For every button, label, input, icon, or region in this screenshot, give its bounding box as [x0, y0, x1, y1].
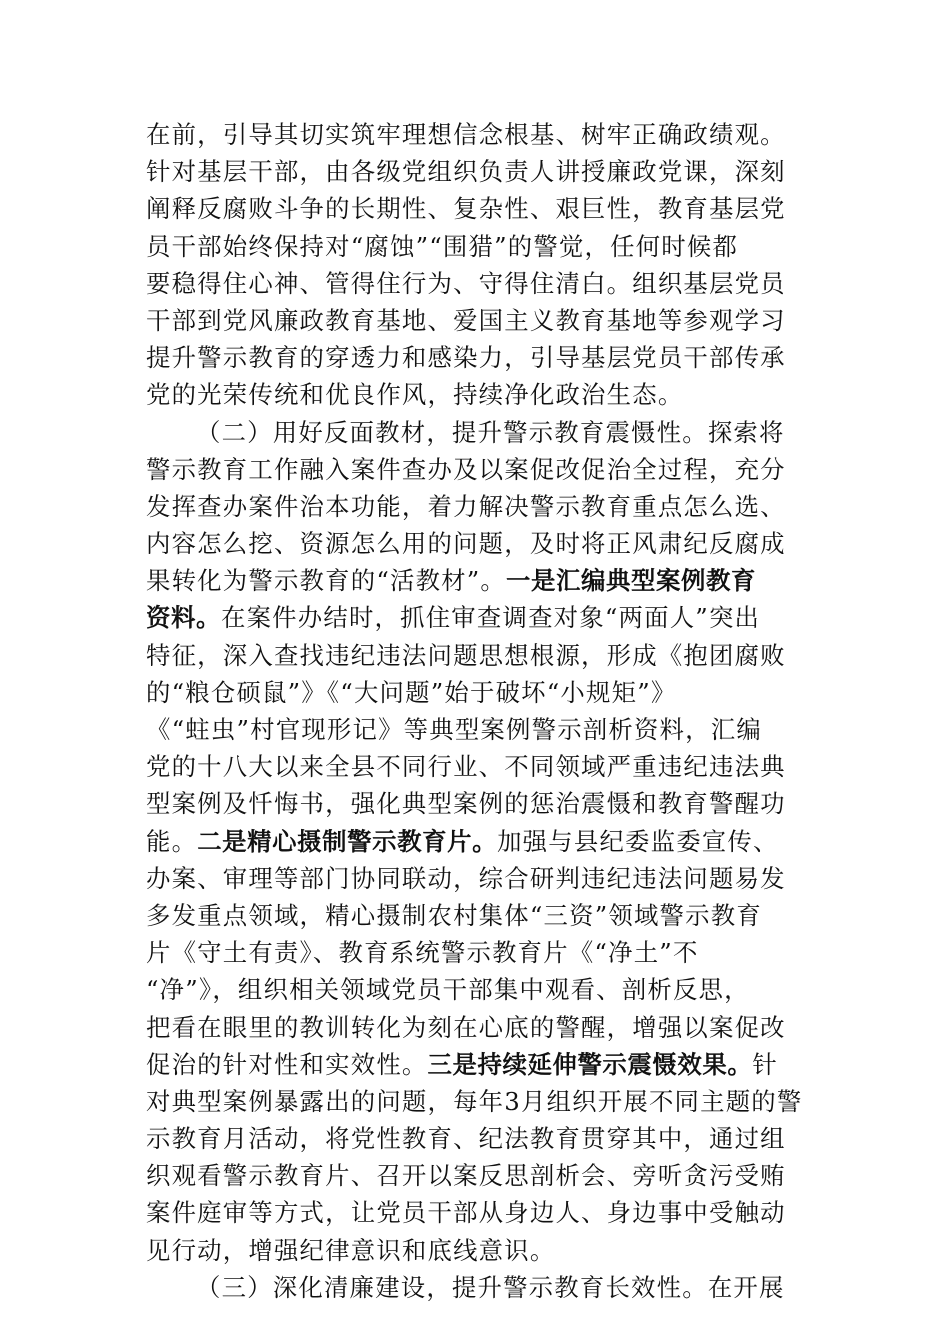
text-segment: 特征，深入查找违纪违法问题思想根源，形成《抱团腐败 [146, 640, 786, 670]
text-segment: 《“蛀虫”村官现形记》等典型案例警示剖析资料，汇编 [146, 715, 762, 744]
text-segment: 针 [752, 1049, 778, 1079]
text-line [146, 488, 806, 525]
text-segment: 示教育月活动，将党性教育、纪法教育贯穿其中，通过组 [146, 1124, 786, 1154]
text-segment: 在前，引导其切实筑牢理想信念根基、树牢正确政绩观。 [146, 120, 786, 149]
text-line [146, 711, 806, 748]
text-segment: 在开展 [707, 1272, 785, 1302]
text-line [146, 153, 806, 190]
text-line [146, 823, 806, 860]
text-line [146, 302, 806, 339]
text-line [146, 525, 806, 562]
text-line [146, 1120, 806, 1157]
text-segment: 办案、审理等部门协同联动，综合研判违纪违法问题易发 [146, 863, 786, 893]
text-line [146, 934, 806, 971]
text-line [146, 1009, 806, 1046]
text-segment: 的“粮仓硕鼠”》《“大问题”始于破坏“小规矩”》 [146, 677, 677, 707]
text-segment: 要稳得住心神、管得住行为、守得住清白。组织基层党员 [146, 268, 786, 298]
text-segment: 把看在眼里的教训转化为刻在心底的警醒，增强以案促改 [146, 1012, 786, 1042]
text-segment: 探索将 [707, 417, 785, 447]
text-line [146, 785, 806, 822]
text-segment: 警示教育工作融入案件查办及以案促改促治全过程，充分 [146, 454, 786, 484]
text-line [146, 451, 806, 488]
text-segment: 多发重点领域，精心摄制农村集体“三资”领域警示教育 [146, 900, 762, 930]
text-segment: “净”》，组织相关领域党员干部集中观看、剖析反思， [146, 975, 750, 1005]
text-line [146, 1046, 806, 1083]
text-segment: 织观看警示教育片、召开以案反思剖析会、旁听贪污受贿 [146, 1161, 786, 1191]
text-line [146, 897, 806, 934]
bold-phrase: 二是精心摄制警示教育片。 [197, 826, 498, 856]
text-segment: 在案件办结时，抓住审查调查对象“两面人”突出 [220, 603, 761, 633]
text-line [146, 228, 806, 265]
text-line [146, 265, 806, 302]
text-line [146, 599, 806, 636]
text-segment: 党的光荣传统和优良作风，持续净化政治生态。 [146, 380, 684, 410]
text-line [146, 190, 806, 227]
section-heading: （二）用好反面教材，提升警示教育震慑性。 [196, 417, 708, 447]
text-line [146, 1232, 806, 1269]
bold-phrase: 一是汇编典型案例教育 [506, 566, 756, 596]
text-line [146, 1194, 806, 1231]
text-line [146, 339, 806, 376]
text-segment: 果转化为警示教育的“活教材”。 [146, 566, 507, 596]
text-line [146, 637, 806, 674]
text-segment: 案件庭审等方式，让党员干部从身边人、身边事中受触动 [146, 1198, 786, 1228]
text-segment: 内容怎么挖、资源怎么用的问题，及时将正风肃纪反腐成 [146, 529, 786, 559]
text-segment: 员干部始终保持对“腐蚀”“围猎”的警觉，任何时候都 [146, 231, 739, 261]
bold-phrase: 三是持续延伸警示震慑效果。 [427, 1049, 753, 1079]
section-heading-line [146, 1269, 806, 1306]
section-heading-line [146, 414, 806, 451]
text-line [146, 674, 806, 711]
text-segment: 发挥查办案件治本功能，着力解决警示教育重点怎么选、 [146, 491, 786, 521]
text-line [146, 1083, 806, 1120]
text-segment: 针对基层干部，由各级党组织负责人讲授廉政党课，深刻 [146, 157, 786, 187]
text-segment: 能。 [146, 826, 198, 856]
text-line [146, 562, 806, 599]
text-line [146, 971, 806, 1008]
text-line [146, 748, 806, 785]
text-segment: 干部到党风廉政教育基地、爱国主义教育基地等参观学习 [146, 305, 786, 335]
text-segment: 促治的针对性和实效性。 [146, 1049, 428, 1079]
text-line [146, 116, 806, 153]
text-segment: 阐释反腐败斗争的长期性、复杂性、艰巨性，教育基层党 [146, 194, 786, 224]
text-segment: 党的十八大以来全县不同行业、不同领域严重违纪违法典 [146, 752, 786, 782]
document-body [146, 116, 806, 1306]
text-segment: 见行动，增强纪律意识和底线意识。 [146, 1235, 556, 1265]
text-line [146, 1157, 806, 1194]
text-segment: 片《守土有责》、教育系统警示教育片《“净土”不 [146, 938, 699, 968]
text-segment: 提升警示教育的穿透力和感染力，引导基层党员干部传承 [146, 343, 786, 373]
text-segment: 对典型案例暴露出的问题，每年3月组织开展不同主题的警 [146, 1086, 803, 1116]
text-line [146, 376, 806, 413]
text-line [146, 860, 806, 897]
bold-phrase: 资料。 [146, 603, 221, 633]
text-segment: 加强与县纪委监委宣传、 [497, 826, 779, 856]
section-heading: （三）深化清廉建设，提升警示教育长效性。 [196, 1272, 708, 1302]
text-segment: 型案例及忏悔书，强化典型案例的惩治震慑和教育警醒功 [146, 789, 786, 819]
